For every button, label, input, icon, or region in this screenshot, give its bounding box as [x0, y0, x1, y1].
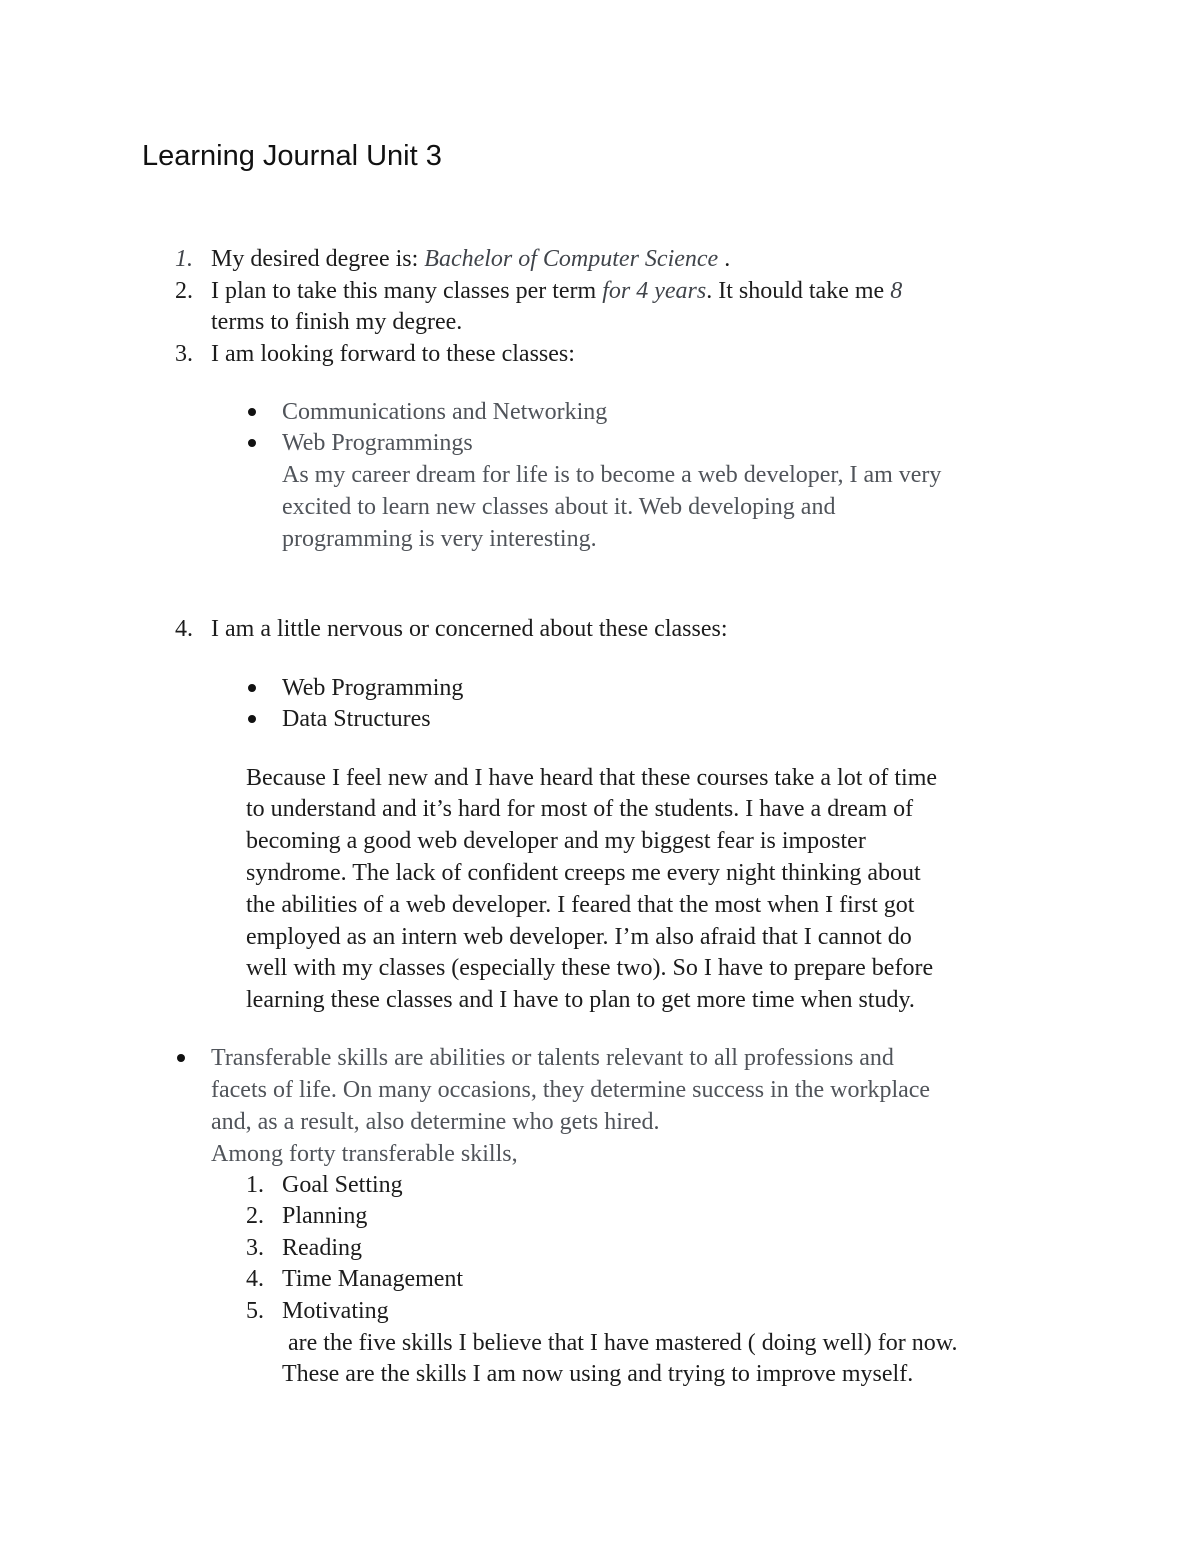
q4-item: Web Programming — [282, 675, 464, 701]
bullet-icon — [177, 1054, 185, 1062]
page-title: Learning Journal Unit 3 — [142, 140, 442, 172]
q4-text: I am a little nervous or concerned about these classes: — [211, 616, 728, 642]
transferable-intro-line: and, as a result, also determine who gets hired. — [211, 1109, 660, 1135]
q4-explanation-line: becoming a good web developer and my biggest fear is imposter — [246, 828, 866, 854]
bullet-icon — [248, 684, 256, 692]
skill-label: Time Management — [282, 1266, 464, 1292]
closing-line: These are the skills I am now using and trying to improve myself. — [282, 1361, 914, 1387]
q3-item: Web Programmings — [282, 430, 473, 456]
q2-line-2: terms to finish my degree. — [211, 309, 463, 335]
q2-line-1 — [211, 275, 902, 307]
q4-explanation-line: Because I feel new and I have heard that these courses take a lot of time — [246, 765, 938, 791]
skill-label: Planning — [282, 1203, 368, 1229]
skill-number: 3. — [246, 1235, 264, 1261]
q2-part2: . It should take me — [706, 278, 891, 304]
skill-label: Reading — [282, 1235, 362, 1261]
q2-number: 2. — [175, 278, 193, 304]
q1-prefix: My desired degree is: — [211, 246, 425, 272]
transferable-intro-line: facets of life. On many occasions, they determine success in the workplace — [211, 1077, 931, 1103]
closing-line: are the five skills I believe that I have mastered ( doing well) for now. — [282, 1330, 958, 1356]
skill-label: Goal Setting — [282, 1172, 403, 1198]
skill-number: 1. — [246, 1172, 264, 1198]
q4-item: Data Structures — [282, 706, 431, 732]
q4-explanation-line: employed as an intern web developer. I’m also afraid that I cannot do — [246, 924, 912, 950]
q1-degree: Bachelor of Computer Science — [424, 246, 719, 272]
q4-explanation-line: syndrome. The lack of confident creeps me every night thinking about — [246, 860, 921, 886]
transferable-intro-line: Among forty transferable skills, — [211, 1141, 518, 1167]
q3-number: 3. — [175, 341, 193, 367]
bullet-icon — [248, 715, 256, 723]
q2-classes: for 4 years — [602, 278, 707, 304]
q4-explanation-line: learning these classes and I have to plan to get more time when study. — [246, 987, 915, 1013]
bullet-icon — [248, 439, 256, 447]
q4-explanation-line: well with my classes (especially these two). So I have to prepare before — [246, 955, 934, 981]
q4-number: 4. — [175, 616, 193, 642]
q3-item: Communications and Networking — [282, 399, 608, 425]
q4-explanation-line: the abilities of a web developer. I feared that the most when I first got — [246, 892, 915, 918]
q2-part1: I plan to take this many classes per term — [211, 278, 603, 304]
q3-explanation-line: As my career dream for life is to become a web developer, I am very — [282, 462, 942, 488]
transferable-intro-line: Transferable skills are abilities or talents relevant to all professions and — [211, 1045, 894, 1071]
skill-number: 4. — [246, 1266, 264, 1292]
q3-text: I am looking forward to these classes: — [211, 341, 575, 367]
q1-line — [211, 243, 730, 275]
q1-number: 1. — [175, 246, 193, 272]
skill-number: 2. — [246, 1203, 264, 1229]
bullet-icon — [248, 408, 256, 416]
q4-explanation-line: to understand and it’s hard for most of the students. I have a dream of — [246, 796, 914, 822]
skill-label: Motivating — [282, 1298, 389, 1324]
q1-suffix: . — [718, 246, 731, 272]
q2-terms: 8 — [890, 278, 903, 304]
skill-number: 5. — [246, 1298, 264, 1324]
q3-explanation-line: excited to learn new classes about it. Web developing and — [282, 494, 836, 520]
q3-explanation-line: programming is very interesting. — [282, 526, 597, 552]
